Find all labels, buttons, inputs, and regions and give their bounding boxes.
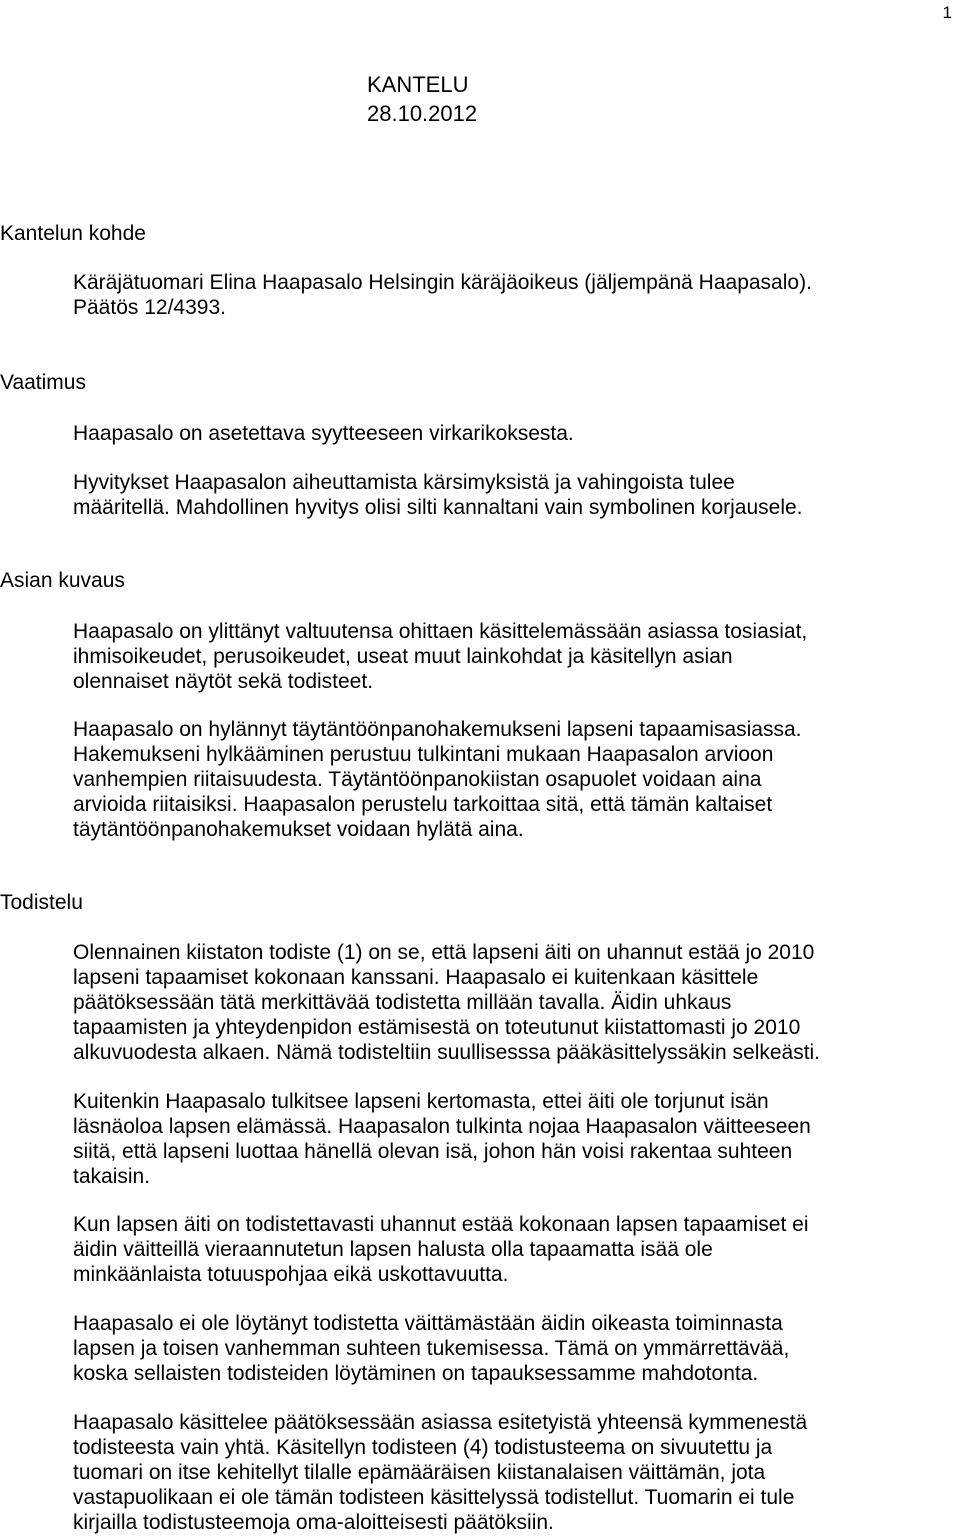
paragraph bbox=[73, 940, 820, 1065]
text-line: äidin väitteillä vieraannutetun lapsen halusta olla tapaamatta isää ole bbox=[73, 1238, 713, 1261]
text-line: vanhempien riitaisuudesta. Täytäntöönpanokiistan osapuolet voidaan aina bbox=[73, 768, 762, 791]
text-line: lapseni tapaamiset kokonaan kanssani. Haapasalo ei kuitenkaan käsittele bbox=[73, 966, 759, 989]
document-date: 28.10.2012 bbox=[367, 101, 478, 126]
document-title: KANTELU bbox=[367, 72, 469, 97]
text-line: vastapuolikaan ei ole tämän todisteen käsittelyssä todistellut. Tuomarin ei tule bbox=[73, 1486, 795, 1509]
text-line: Käräjätuomari Elina Haapasalo Helsingin käräjäoikeus (jäljempänä Haapasalo). bbox=[73, 271, 812, 294]
page-number: 1 bbox=[942, 3, 952, 22]
text-line: lapsen ja toisen vanhemman suhteen tukemisessa. Tämä on ymmärrettävää, bbox=[73, 1337, 790, 1360]
text-line: Haapasalo ei ole löytänyt todistetta väittämästään äidin oikeasta toiminnasta bbox=[73, 1312, 783, 1335]
text-line: Haapasalo on ylittänyt valtuutensa ohittaen käsittelemässään asiassa tosiasiat, bbox=[73, 620, 808, 643]
text-line: arvioida riitaisiksi. Haapasalon perustelu tarkoittaa sitä, että tämän kaltaiset bbox=[73, 793, 773, 816]
paragraph bbox=[73, 1311, 789, 1386]
section-heading-kantelun-kohde: Kantelun kohde bbox=[0, 222, 146, 245]
text-line: Hakemukseni hylkääminen perustuu tulkintani mukaan Haapasalon arvioon bbox=[73, 743, 774, 766]
section-heading-vaatimus: Vaatimus bbox=[0, 371, 86, 394]
paragraph bbox=[73, 421, 574, 446]
text-line: Hyvitykset Haapasalon aiheuttamista kärsimyksistä ja vahingoista tulee bbox=[73, 471, 735, 494]
section-heading-todistelu: Todistelu bbox=[0, 891, 83, 914]
text-line: Haapasalo käsittelee päätöksessään asiassa esitetyistä yhteensä kymmenestä bbox=[73, 1411, 808, 1434]
paragraph bbox=[73, 1410, 807, 1535]
text-line: takaisin. bbox=[73, 1165, 151, 1188]
paragraph bbox=[73, 619, 807, 694]
paragraph bbox=[73, 1089, 811, 1189]
text-line: minkäänlaista totuuspohjaa eikä uskottavuutta. bbox=[73, 1263, 509, 1286]
text-line: Haapasalo on hylännyt täytäntöönpanohakemukseni lapseni tapaamisasiassa. bbox=[73, 718, 802, 741]
text-line: alkuvuodesta alkaen. Nämä todisteltiin suullisesssa pääkäsittelyssäkin selkeästi. bbox=[73, 1041, 821, 1064]
text-line: Kuitenkin Haapasalo tulkitsee lapseni kertomasta, ettei äiti ole torjunut isän bbox=[73, 1090, 769, 1113]
section-heading-asian-kuvaus: Asian kuvaus bbox=[0, 569, 125, 592]
text-line: olennaiset näytöt sekä todisteet. bbox=[73, 670, 374, 693]
text-line: ihmisoikeudet, perusoikeudet, useat muut lainkohdat ja käsitellyn asian bbox=[73, 645, 733, 668]
text-line: todisteesta vain yhtä. Käsitellyn todisteen (4) todistusteema on sivuutettu ja bbox=[73, 1436, 773, 1459]
text-line: Haapasalo on asetettava syytteeseen virkarikoksesta. bbox=[73, 422, 574, 445]
text-line: määritellä. Mahdollinen hyvitys olisi silti kannaltani vain symbolinen korjausele. bbox=[73, 496, 803, 519]
text-line: tapaamisten ja yhteydenpidon estämisestä on toteutunut kiistattomasti jo 2010 bbox=[73, 1016, 801, 1039]
text-line: Olennainen kiistaton todiste (1) on se, että lapseni äiti on uhannut estää jo 2010 bbox=[73, 941, 815, 964]
paragraph bbox=[73, 270, 812, 320]
text-line: läsnäoloa lapsen elämässä. Haapasalon tulkinta nojaa Haapasalon väitteeseen bbox=[73, 1115, 811, 1138]
text-line: Päätös 12/4393. bbox=[73, 296, 226, 319]
text-line: täytäntöönpanohakemukset voidaan hylätä aina. bbox=[73, 818, 524, 841]
text-line: päätöksessään tätä merkittävää todistetta millään tavalla. Äidin uhkaus bbox=[73, 991, 732, 1014]
text-line: kirjailla todistusteemoja oma-aloitteisesti päätöksiin. bbox=[73, 1511, 554, 1534]
text-line: koska sellaisten todisteiden löytäminen on tapauksessamme mahdotonta. bbox=[73, 1362, 759, 1385]
document-title-block bbox=[367, 70, 477, 128]
paragraph bbox=[73, 1212, 809, 1287]
text-line: siitä, että lapseni luottaa hänellä olevan isä, johon hän voisi rakentaa suhteen bbox=[73, 1140, 793, 1163]
text-line: tuomari on itse kehitellyt tilalle epämääräisen kiistanalaisen väittämän, jota bbox=[73, 1461, 766, 1484]
paragraph bbox=[73, 717, 801, 842]
paragraph bbox=[73, 470, 803, 520]
text-line: Kun lapsen äiti on todistettavasti uhannut estää kokonaan lapsen tapaamiset ei bbox=[73, 1213, 809, 1236]
